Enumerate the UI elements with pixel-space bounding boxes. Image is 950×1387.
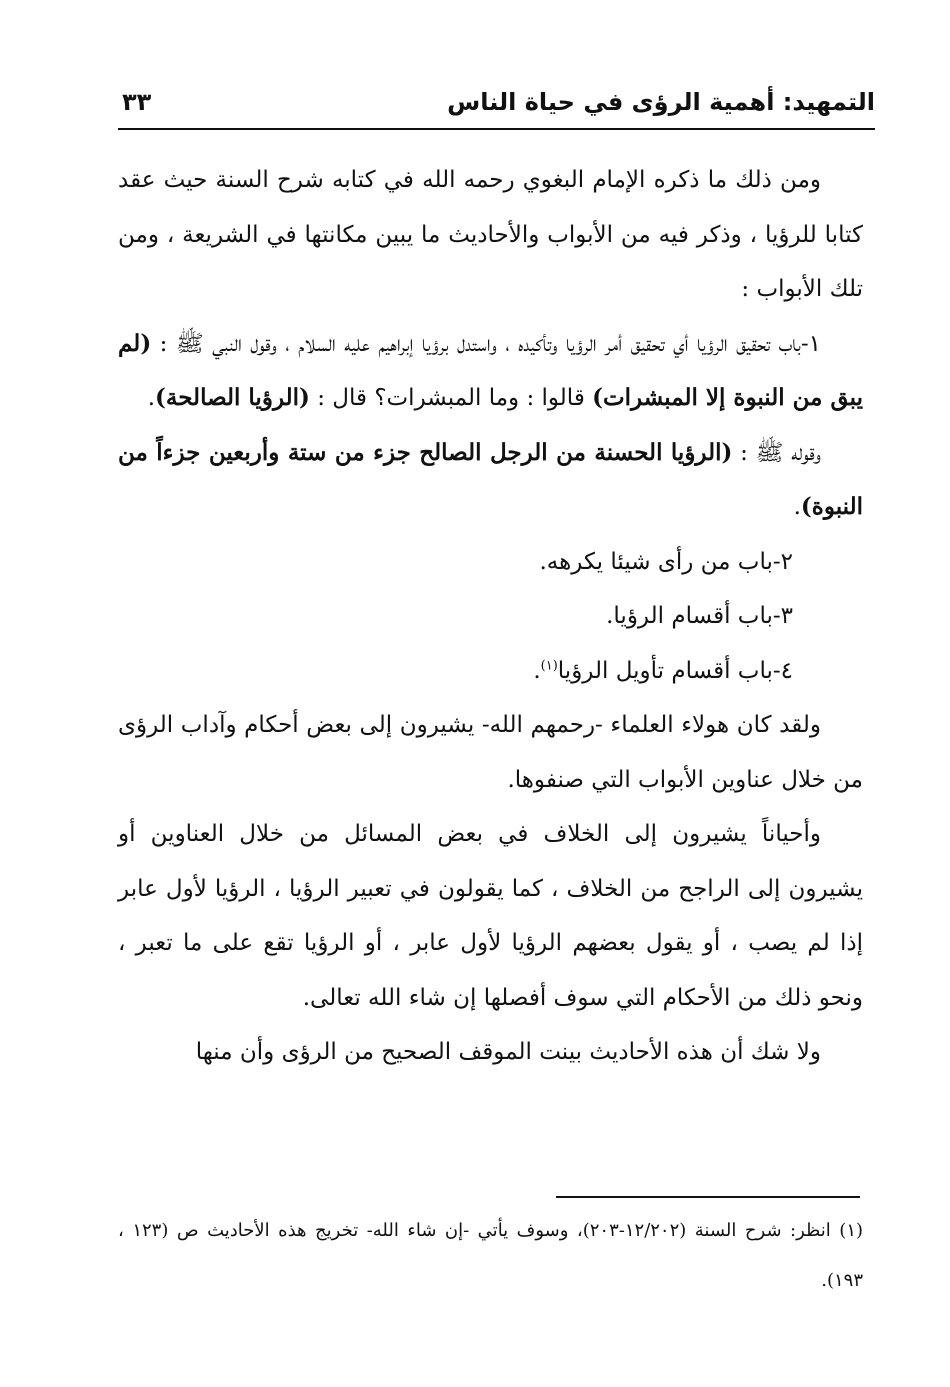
running-title: التمهيد: أهمية الرؤى في حياة الناس (447, 88, 875, 116)
list-item-chapter-4 (118, 644, 863, 699)
chapter-4-end: . (533, 657, 541, 684)
hadith-quote-good-dream: (الرؤيا الصالحة) (155, 384, 310, 411)
chapter-1-end: . (147, 385, 155, 411)
paragraph-intro: ومن ذلك ما ذكره الإمام البغوي رحمه الله في كتابه شرح السنة حيث عقد كتابا للرؤيا ، وذكر فيه من الأبواب والأحاديث ما يبين مكانتها في الشريعة ، ومن تلك الأبواب : (118, 167, 863, 302)
main-text (118, 153, 863, 1080)
list-item-chapter-2: ٢-باب من رأى شيئا يكرهه. (539, 548, 793, 575)
header-divider (118, 128, 875, 130)
hadith-end: . (793, 494, 801, 520)
footnote-reference[interactable]: (١) (540, 657, 558, 673)
footnote-1: (١) انظر: شرح السنة (١٢/٢٠٢-٢٠٣)، وسوف يأتي -إن شاء الله- تخريج هذه الأحاديث ص (١٢٣ ، ١٩٣). (118, 1220, 864, 1291)
footnote-divider (556, 1196, 860, 1198)
paragraph-conclusion: ولا شك أن هذه الأحاديث بينت الموقف الصحيح من الرؤى وأن منها (195, 1039, 821, 1065)
page-number: ٣٣ (122, 88, 152, 116)
hadith-quote-prophecy-part: (الرؤيا الحسنة من الرجل الصالح جزء من ستة وأربعين جزءاً من النبوة) (118, 438, 863, 520)
chapter-1-middle: قالوا : وما المبشرات؟ قال : (309, 385, 593, 411)
hadith-quote-mubashshirat: (لم يبق من النبوة إلا المبشرات) (118, 329, 863, 411)
chapter-4-text: ٤-باب أقسام تأويل الرؤيا (557, 657, 793, 684)
hadith-intro: وقوله ﷺ : (732, 439, 821, 466)
footnotes (118, 1206, 863, 1306)
list-item-chapter-3: ٣-باب أقسام الرؤيا. (606, 603, 793, 629)
paragraph-hadith (118, 426, 863, 535)
paragraph-disagreement: وأحياناً يشيرون إلى الخلاف في بعض المسائل من خلال العناوين أو يشيرون إلى الراجح من الخلاف ، كما يقولون في تعبير الرؤيا ، الرؤيا لأول عابر إذا لم يصب ، أو يقول بعضهم الرؤيا لأول عابر ، أو الرؤيا تقع على ما تعبر ، ونحو ذلك من الأحكام التي سوف أفصلها إن شاء الله تعالى. (118, 821, 863, 1011)
paragraph-scholars: ولقد كان هولاء العلماء -رحمهم الله- يشيرون إلى بعض أحكام وآداب الرؤى من خلال عناوين الأبواب التي صنفوها. (118, 712, 863, 793)
page-header (118, 84, 875, 124)
chapter-1-text: ١-باب تحقيق الرؤيا أي تحقيق أمر الرؤيا وتأكيده ، واستدل برؤيا إبراهيم عليه السلام ، وقول النبي ﷺ : (151, 330, 821, 357)
paragraph-chapter-1 (118, 317, 863, 426)
